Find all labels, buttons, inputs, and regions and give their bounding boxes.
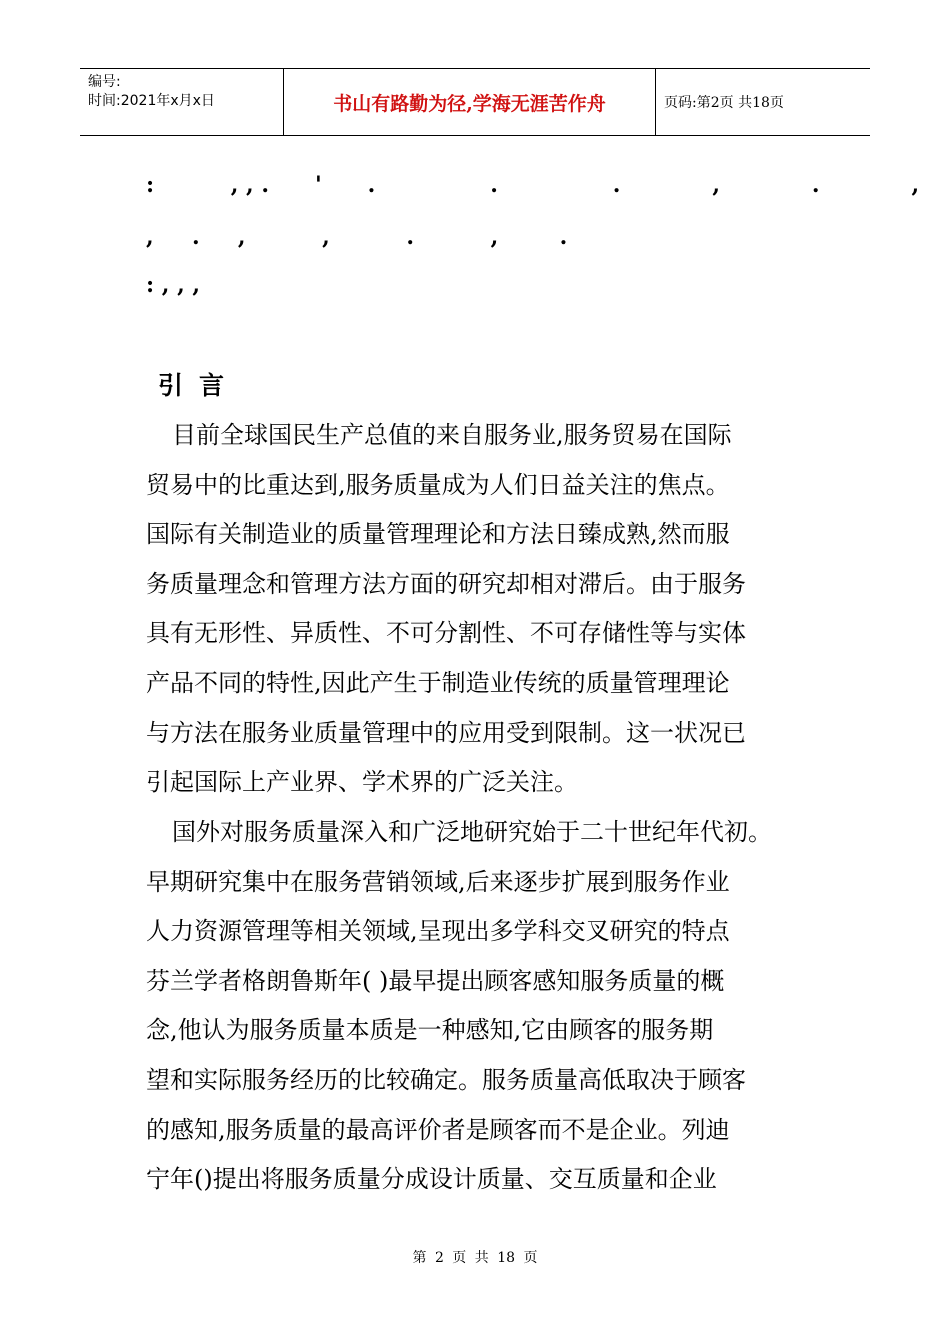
paragraph-line: 人力资源管理等相关领域,呈现出多学科交叉研究的特点	[146, 917, 730, 946]
section-title: 引言	[158, 371, 241, 400]
paragraph-line: 务质量理念和管理方法方面的研究却相对滞后。由于服务	[146, 569, 746, 598]
paragraph-2	[146, 808, 836, 1205]
time-label: 时间:2021年x月x日	[88, 93, 215, 109]
paragraph-1	[146, 411, 836, 808]
document-header	[80, 68, 870, 136]
number-label: 编号:	[88, 74, 121, 90]
paragraph-line: 具有无形性、异质性、不可分割性、不可存储性等与实体	[146, 619, 746, 648]
garbled-line-1: : , , . ' . . . , . ,	[146, 172, 920, 198]
paragraph-line: 国际有关制造业的质量管理理论和方法日臻成熟,然而服	[146, 520, 730, 549]
paragraph-line: 国外对服务质量深入和广泛地研究始于二十世纪年代初。	[172, 818, 772, 846]
header-page-code: 页码:第2页 共18页	[664, 95, 784, 111]
page-footer: 第 2 页 共 18 页	[412, 1250, 538, 1266]
paragraph-line: 与方法在服务业质量管理中的应用受到限制。这一状况已	[146, 718, 746, 747]
paragraph-line: 产品不同的特性,因此产生于制造业传统的质量管理理论	[146, 668, 730, 697]
paragraph-line: 芬兰学者格朗鲁斯年( )最早提出顾客感知服务质量的概	[146, 966, 725, 995]
paragraph-line: 望和实际服务经历的比较确定。服务质量高低取决于顾客	[146, 1065, 746, 1094]
paragraph-line: 早期研究集中在服务营销领域,后来逐步扩展到服务作业	[146, 867, 730, 896]
garbled-line-2: , . , , . , .	[146, 224, 568, 250]
header-meta-cell	[80, 69, 283, 135]
garbled-line-3: : , , ,	[146, 272, 201, 298]
paragraph-line: 贸易中的比重达到,服务质量成为人们日益关注的焦点。	[146, 470, 730, 499]
paragraph-line: 宁年()提出将服务质量分成设计质量、交互质量和企业	[146, 1165, 717, 1194]
paragraph-line: 引起国际上产业界、学术界的广泛关注。	[146, 768, 578, 797]
paragraph-line: 念,他认为服务质量本质是一种感知,它由顾客的服务期	[146, 1016, 714, 1045]
header-motto: 书山有路勤为径,学海无涯苦作舟	[283, 69, 656, 135]
paragraph-line: 目前全球国民生产总值的来自服务业,服务贸易在国际	[172, 421, 732, 449]
paragraph-line: 的感知,服务质量的最高评价者是顾客而不是企业。列迪	[146, 1115, 730, 1144]
